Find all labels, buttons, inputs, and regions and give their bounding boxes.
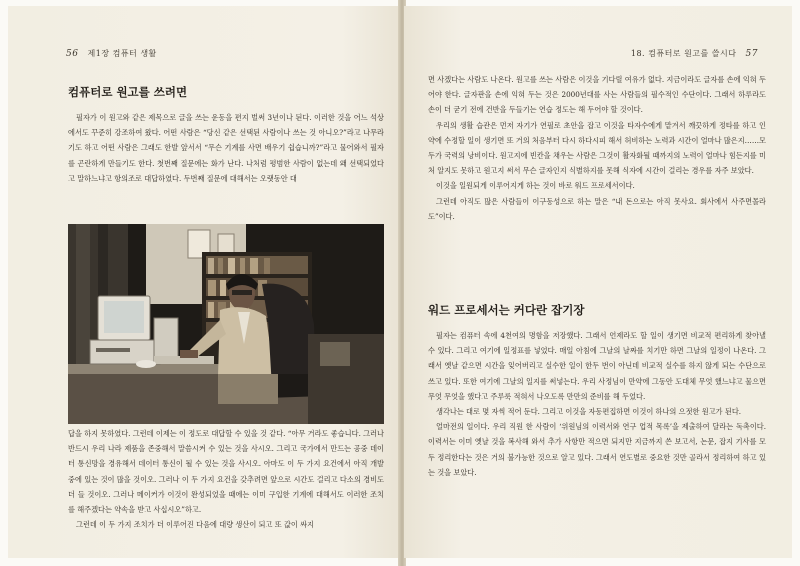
right-top-paragraph-3: 이것을 일원되게 이루어지게 하는 것이 바로 워드 프로세서이다. <box>436 181 635 191</box>
left-bottom-paragraph-1: 답을 하지 못하였다. 그런데 이제는 이 정도로 대답할 수 있을 것 같다. “아무 거라도 좋습니다. 그러나 반드시 우리 나라 제품을 존중해서 말씀시켜 수 있는 것을 사시오. 그리고 국가에서 만드는 공중 데이터 통신망을 경유해서 데이터 통신이 될 수 있는 것을 사시오. 아마도 이 두 가지 요건에서 아직 개발중에 있는 것이 많을 것이오. 그러나 이 두 가지 요건을 갖추려면 앞으로 시간도 걸리고 다소의 경비도 더 들 것이오. 그러나 메이커가 이것이 완성되었을 때에는 이미 구입한 기계에 대해서도 이러한 조치를 해주겠다는 약속을 받고 사십시오”하고. <box>68 429 384 515</box>
right-page <box>404 6 792 558</box>
right-bottom-paragraph-1: 필자는 컴퓨터 속에 4천여의 명함을 저장했다. 그래서 언제라도 할 일이 생기면 비교적 편리하게 찾아낼 수 있다. 그리고 여기에 일정표를 넣었다. 매일 아침에 그날의 날짜를 치기만 하면 그날의 일정이 나온다. 그래서 옛날 같으면 시간을 잊어버리고 실수한 일이 한두 번이 아닌데 비교적 실수를 하지 않게 되는 수단으로 쓰고 있다. 또한 여기에 그날의 일지를 써넣는다. 우리 사정님이 만약에 그동안 도대체 무엇 했느냐고 물으면 무엇 무엇을 했다고 주루룩 적혀서 나오도록 만만의 준비를 해 두었다. <box>428 331 766 401</box>
left-section-title: 컴퓨터로 원고를 쓰려면 <box>68 85 188 99</box>
left-chapter-title: 제1장 컴퓨터 생활 <box>87 49 157 58</box>
photo-of-man-at-computer-icon <box>68 224 384 424</box>
left-top-paragraph-1: 필자가 이 원고와 같은 제목으로 글을 쓰는 운동을 편지 벌써 3년이나 된다. 이러한 것을 어느 석상에서도 꾸준히 강조하여 왔다. 어떤 사람은 “당신 같은 선택된 사람이나 쓰는 것 아니오?”라고 나무라기도 하고 어떤 사람은 그래도 한발 앞서서 “무슨 기계를 사면 배우기 쉽습니까?”라고 물어와서 필자를 곤란하게 만들기도 한다. 첫번째 질문에는 화가 난다. 나처럼 평범한 사람이 없는데 왜 선택되었다고 말하느냐고 항의조로 대답하였다. 두번째 질문에 대해서는 오랫동안 대 <box>68 113 384 183</box>
right-page-number: 57 <box>745 49 758 59</box>
left-body-bottom <box>68 426 384 532</box>
right-top-paragraph-1: 면 사겠다는 사람도 나온다. 원고를 쓰는 사람은 이것을 기다릴 여유가 없다. 지금이라도 글자를 손에 익혀 두어야 한다. 글자판을 손에 익혀 두는 것은 2000년대를 사는 사람들의 필수적인 수단이다. 그래서 하루라도 손이 더 굳기 전에 건반을 두들기는 연습 정도는 해 두어야 할 것이다. <box>428 75 766 115</box>
right-bottom-paragraph-3: 얼마전의 일이다. 우리 직원 한 사람이 ‘위원님의 이력서와 연구 업적 목록’을 제출하여 달라는 독촉이다. 이력서는 이미 옛날 것을 복사해 와서 추가 사항만 적으면 되지만 지금까지 쓴 보고서, 논문, 잡지 기사를 모두 정리한다는 것은 거의 불가능한 것으로 알고 있다. 그래서 연도별로 중요한 것만 골라서 정리하여 하고 있는 것을 보았다. <box>428 422 766 477</box>
left-page <box>8 6 400 558</box>
left-body-top <box>68 110 384 186</box>
right-body-bottom <box>428 328 766 480</box>
left-running-head <box>60 48 157 59</box>
left-page-number: 56 <box>66 49 79 59</box>
left-bottom-paragraph-2: 그런데 이 두 가지 조치가 더 이루어진 다음에 대량 생산이 되고 또 값이 싸지 <box>76 520 314 530</box>
right-body-top <box>428 72 766 224</box>
right-section-title: 워드 프로세서는 커다란 잡기장 <box>428 303 585 317</box>
right-top-paragraph-4: 그런데 아직도 많은 사람들이 이구동성으로 하는 말은 “내 돈으로는 아직 못사요. 회사에서 사주면몰라도”이다. <box>428 196 766 221</box>
right-running-head <box>631 48 764 59</box>
right-bottom-paragraph-2: 생각나는 대로 몇 자씩 적어 둔다. 그리고 이것을 자동편집하면 이것이 하나의 으젓한 원고가 된다. <box>436 407 742 417</box>
right-top-paragraph-2: 우리의 생활 습관은 먼저 자기가 연필로 초안을 잡고 이것을 타자수에게 맡겨서 깨끗하게 정타를 하고 인약에 수정할 일이 생기면 또 거의 처음부터 다시 하다시피 해서 허비하는 노력과 시간이 얼마나 많은지……모두가 국력의 낭비이다. 원고지에 빈칸을 채우는 사람은 그것이 활자화될 때까지의 노력이 얼마나 힘든지를 미처 알지도 못하고 원고지 써서 무슨 글자인지 식별하지를 못해 식자에 시간이 걸리는 경우를 자주 보았다. <box>428 120 766 176</box>
right-chapter-title: 18. 컴퓨터로 원고를 쓸시다 <box>630 49 737 58</box>
